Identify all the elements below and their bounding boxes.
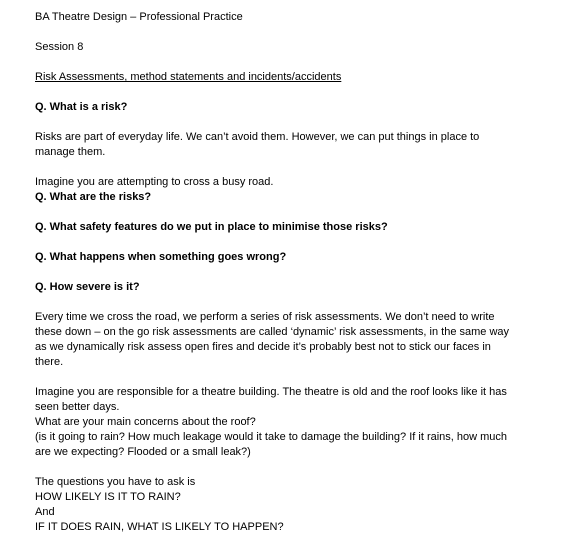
course-title: BA Theatre Design – Professional Practice [35,11,243,23]
spacer [35,235,565,250]
question-what-are-risks: Q. What are the risks? [35,191,152,203]
spacer [35,85,565,100]
spacer [35,265,565,280]
question-goes-wrong: Q. What happens when something goes wrong? [35,251,287,263]
questions-intro-text: The questions you have to ask is [35,476,196,488]
session-label: Session 8 [35,41,84,53]
spacer [35,55,565,70]
roof-concerns-text: What are your main concerns about the roof? [35,416,256,428]
question-what-is-risk: Q. What is a risk? [35,101,128,113]
spacer [35,295,565,310]
spacer [35,460,565,475]
theatre-scenario-paragraph: Imagine you are responsible for a theatre building. The theatre is old and the roof looks like it has seen better days. [35,386,507,413]
spacer [35,115,565,130]
and-text: And [35,506,55,518]
if-it-rains-text: IF IT DOES RAIN, WHAT IS LIKELY TO HAPPEN? [35,521,284,533]
dynamic-risk-paragraph: Every time we cross the road, we perform a series of risk assessments. We don’t need to write these down – on the go risk assessments are called ‘dynamic’ risk assessments, in the same way as we dynamically risk assess open fires and decide it’s probably best not to stick our faces in there. [35,311,510,368]
road-scenario-text: Imagine you are attempting to cross a busy road. [35,176,274,188]
risk-intro-paragraph: Risks are part of everyday life. We can’t avoid them. However, we can put things in place to manage them. [35,131,480,158]
how-likely-text: HOW LIKELY IS IT TO RAIN? [35,491,181,503]
spacer [35,25,565,40]
spacer [35,160,565,175]
spacer [35,370,565,385]
spacer [35,205,565,220]
document-page [35,10,565,535]
question-how-severe: Q. How severe is it? [35,281,140,293]
topic-heading: Risk Assessments, method statements and incidents/accidents [35,71,342,83]
question-safety-features: Q. What safety features do we put in place to minimise those risks? [35,221,388,233]
roof-questions-text: (is it going to rain? How much leakage would it take to damage the building? If it rains, how much are we expecting? Flooded or a small leak?) [35,431,508,458]
